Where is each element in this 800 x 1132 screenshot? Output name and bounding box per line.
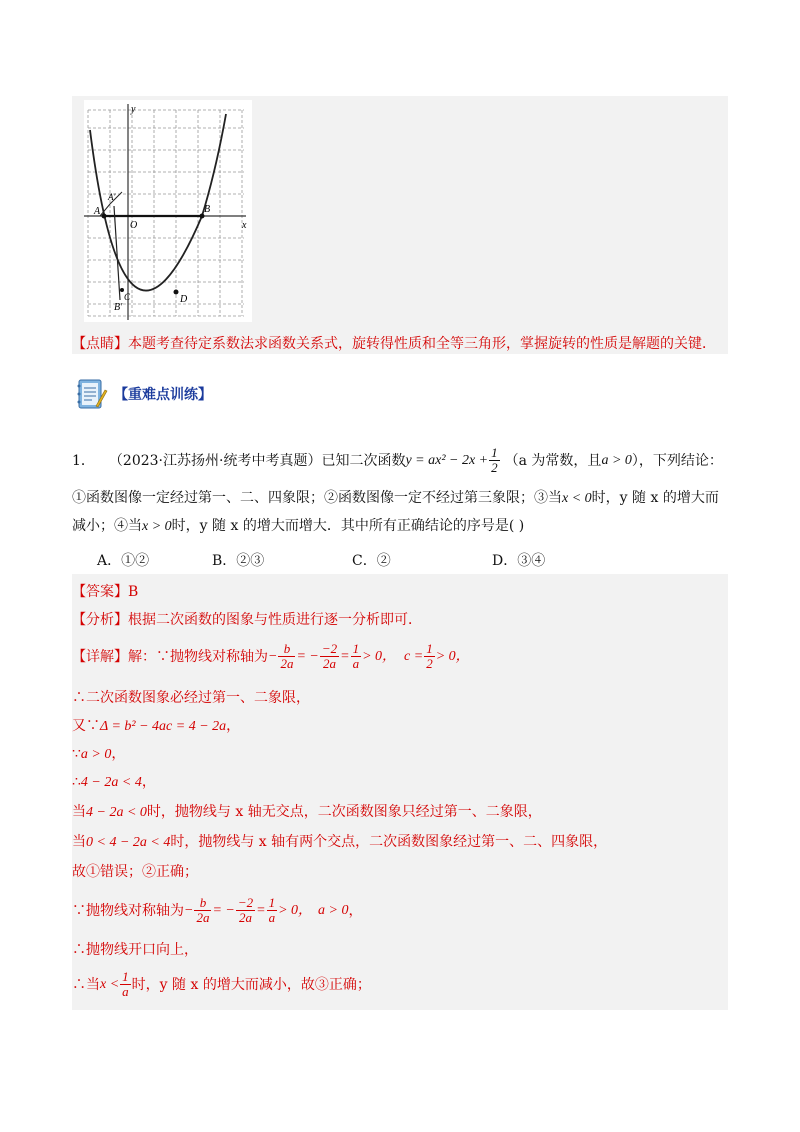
question-condition-pre: （a 为常数，且 [504,452,602,469]
point-d-label: D [180,294,188,305]
axis-x-label: x [242,220,247,231]
question-line-3: 减小；④当x > 0时，y 随 x 的增大而增大．其中所有正确结论的序号是( ) [72,518,525,534]
detail-line-2: ∴二次函数图象必经过第一、二象限， [72,690,310,706]
detail-line-10: ∴抛物线开口向上， [72,942,198,958]
detail-line-5: ∴4 − 2a < 4， [72,774,156,790]
parabola-graph [84,100,252,322]
point-a [102,214,107,219]
parabola-curve [90,114,226,291]
section-title [76,376,212,412]
point-d [174,290,179,295]
detail-line-4: ∵a > 0， [72,746,126,762]
point-b-label: B [204,204,211,215]
point-b1-label: B' [114,302,123,313]
point-a-label: A [94,206,101,217]
detail-line-9: ∵抛物线对称轴为 − $\frac{b}{2a}$ = − $\frac{-2}{2a}$ = $\frac{1}{a}$ > 0， a > 0 ， [72,895,363,925]
detail-line-1: 【详解】解：∵抛物线对称轴为 − $\frac{b}{2a}$ = − $\frac{-2}{2a}$ = $\frac{1}{a}$ > 0， c = $\frac{1}{2}$ > 0， [72,641,470,671]
analysis-line: 【分析】根据二次函数的图象与性质进行逐一分析即可． [72,612,422,628]
detail-line-8: 故①错误；②正确； [72,864,198,880]
comment-line: 【点睛】本题考查待定系数法求函数关系式，旋转得性质和全等三角形，掌握旋转的性质是解题的关键． [72,336,716,352]
origin-label: O [130,220,138,231]
option-a: A．①② [97,553,150,569]
detail-line-11: ∴当 x < $\frac{1}{a}$ 时，y 随 x 的增大而减小，故③正确； [72,969,371,999]
section-title-text: 【重难点训练】 [114,387,212,403]
point-a1-label: A' [108,192,116,202]
axis-y-label: y [131,104,136,115]
question-line-1 [72,446,723,475]
question-number: 1． [72,452,95,469]
notebook-icon [76,376,108,412]
question-condition-post: ），下列结论： [631,452,723,469]
point-c-label: C [124,292,131,302]
question-function: y = ax² − 2x + [405,452,489,468]
option-b: B．②③ [212,553,265,569]
detail-line-6: 当4 − 2a < 0时，抛物线与 x 轴无交点，二次函数图象只经过第一、二象限， [72,804,542,820]
graph-svg [84,100,252,322]
detail-line-3: 又∵Δ = b² − 4ac = 4 − 2a， [72,718,241,734]
question-line-2: ①函数图像一定经过第一、二、四象限；②函数图像一定不经过第三象限；③当x < 0时，y 随 x 的增大而 [72,490,719,506]
option-c: C．② [352,553,391,569]
question-condition: a > 0 [601,452,632,468]
question-function-fraction: $\frac{1}{2}$ [491,445,498,475]
answer-line: 【答案】B [72,584,139,600]
option-d: D．③④ [492,553,546,569]
question-source: （2023·江苏扬州·统考中考真题）已知二次函数 [108,452,406,469]
detail-line-7: 当0 < 4 − 2a < 4时，抛物线与 x 轴有两个交点，二次函数图象经过第一、二、四象限， [72,834,608,850]
